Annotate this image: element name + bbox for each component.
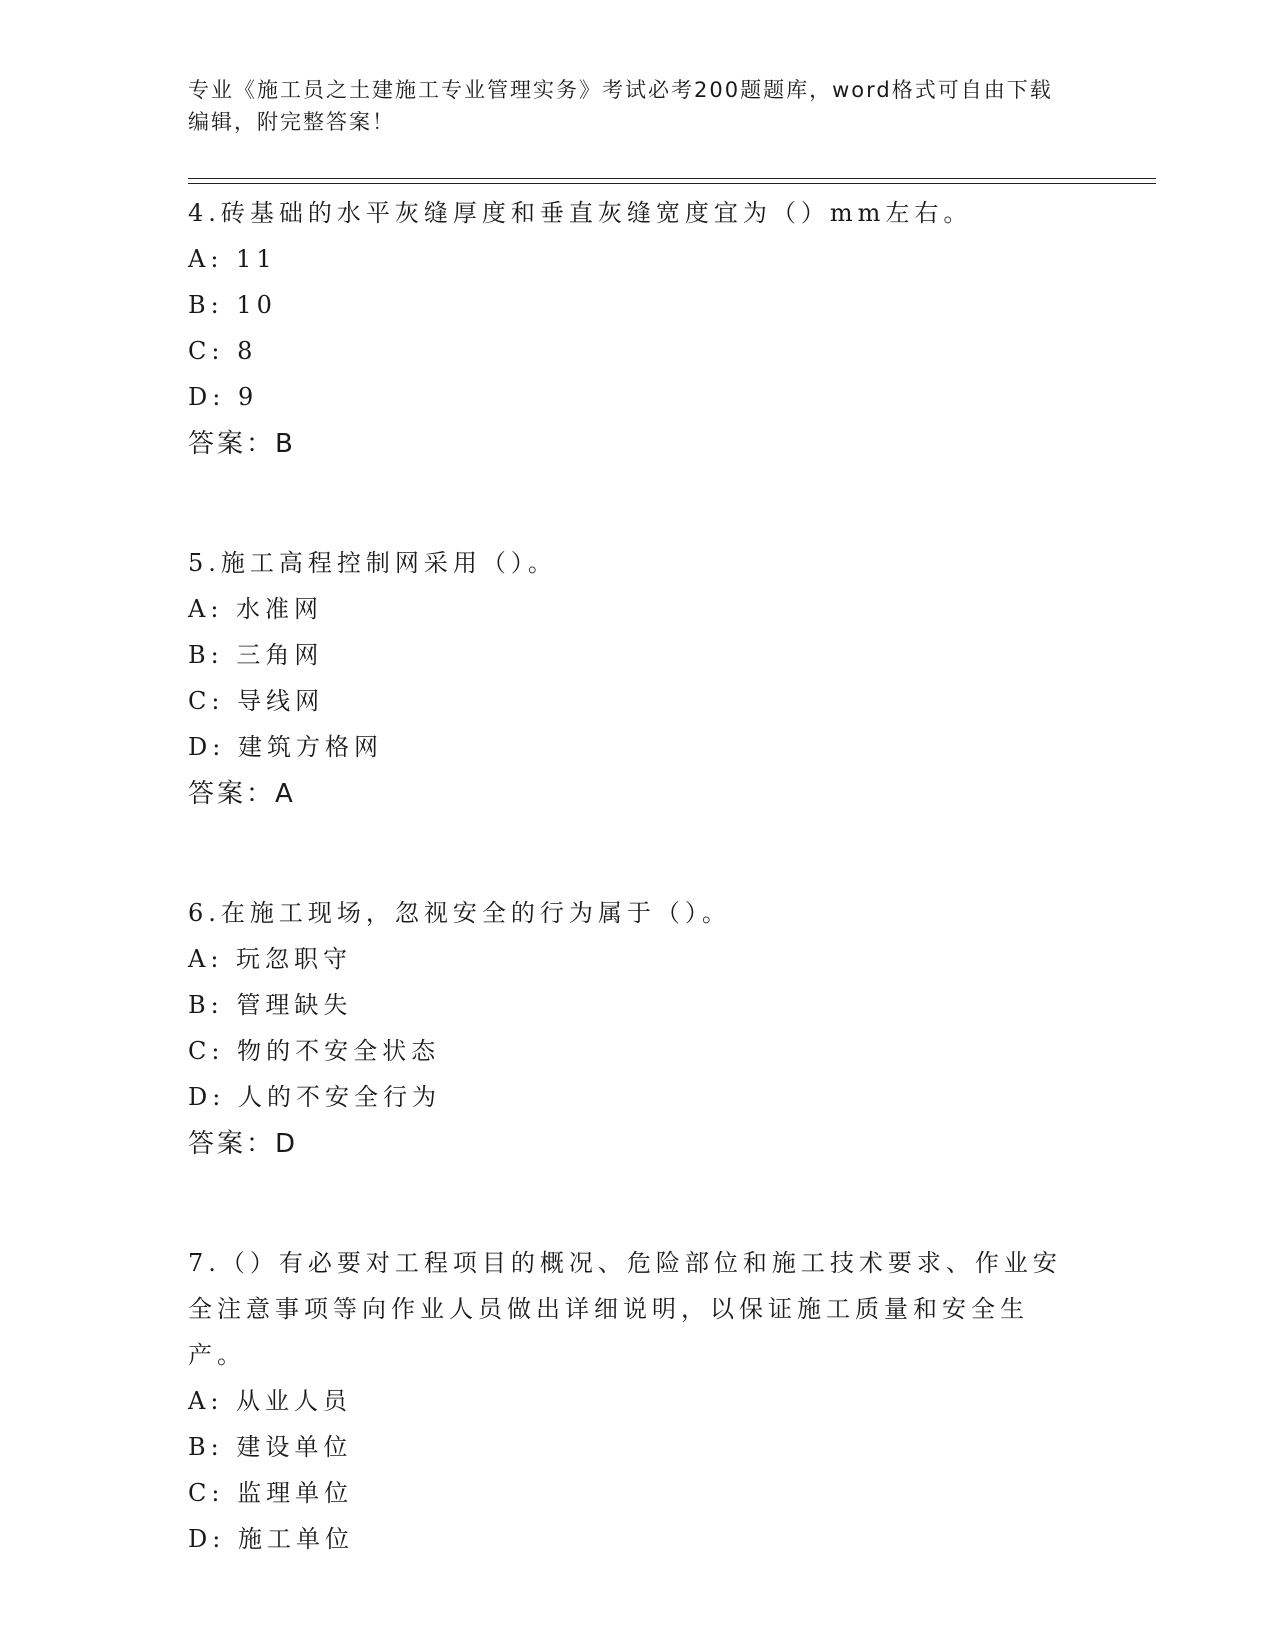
option-b: B: 建设单位 xyxy=(188,1433,353,1461)
option-d: D: 施工单位 xyxy=(188,1525,354,1553)
question-spacer xyxy=(188,816,1068,890)
option-c: C: 监理单位 xyxy=(188,1479,354,1507)
question-spacer xyxy=(188,466,1068,540)
option-b: B: 三角网 xyxy=(188,641,324,669)
option-d: D: 9 xyxy=(188,383,259,411)
question-item xyxy=(188,1240,1068,1562)
header-divider-bottom xyxy=(188,183,1156,184)
option-c: C: 物的不安全状态 xyxy=(188,1037,441,1065)
option-a: A: 水准网 xyxy=(188,595,324,623)
question-item xyxy=(188,540,1068,816)
option-b: B: 10 xyxy=(188,291,277,319)
answer-label: 答案：D xyxy=(188,1129,299,1159)
document-header: 专业《施工员之土建施工专业管理实务》考试必考200题题库，word格式可自由下载编辑，附完整答案！ xyxy=(188,78,1053,134)
question-stem: 7.（）有必要对工程项目的概况、危险部位和施工技术要求、作业安全注意事项等向作业人员做出详细说明，以保证施工质量和安全生产。 xyxy=(188,1249,1062,1369)
option-a: A: 从业人员 xyxy=(188,1387,353,1415)
answer-label: 答案：B xyxy=(188,429,296,459)
question-item xyxy=(188,890,1068,1166)
option-a: A: 11 xyxy=(188,245,277,273)
option-d: D: 建筑方格网 xyxy=(188,733,383,761)
option-c: C: 8 xyxy=(188,337,258,365)
question-stem: 6.在施工现场，忽视安全的行为属于（）。 xyxy=(188,899,731,927)
question-spacer xyxy=(188,1166,1068,1240)
question-list xyxy=(188,190,1068,1562)
header-divider-top xyxy=(188,178,1156,179)
question-stem: 4.砖基础的水平灰缝厚度和垂直灰缝宽度宜为（）mm左右。 xyxy=(188,199,973,227)
question-stem: 5.施工高程控制网采用（）。 xyxy=(188,549,557,577)
question-item xyxy=(188,190,1068,466)
option-c: C: 导线网 xyxy=(188,687,325,715)
option-b: B: 管理缺失 xyxy=(188,991,353,1019)
answer-label: 答案：A xyxy=(188,779,296,809)
option-d: D: 人的不安全行为 xyxy=(188,1083,441,1111)
option-a: A: 玩忽职守 xyxy=(188,945,353,973)
